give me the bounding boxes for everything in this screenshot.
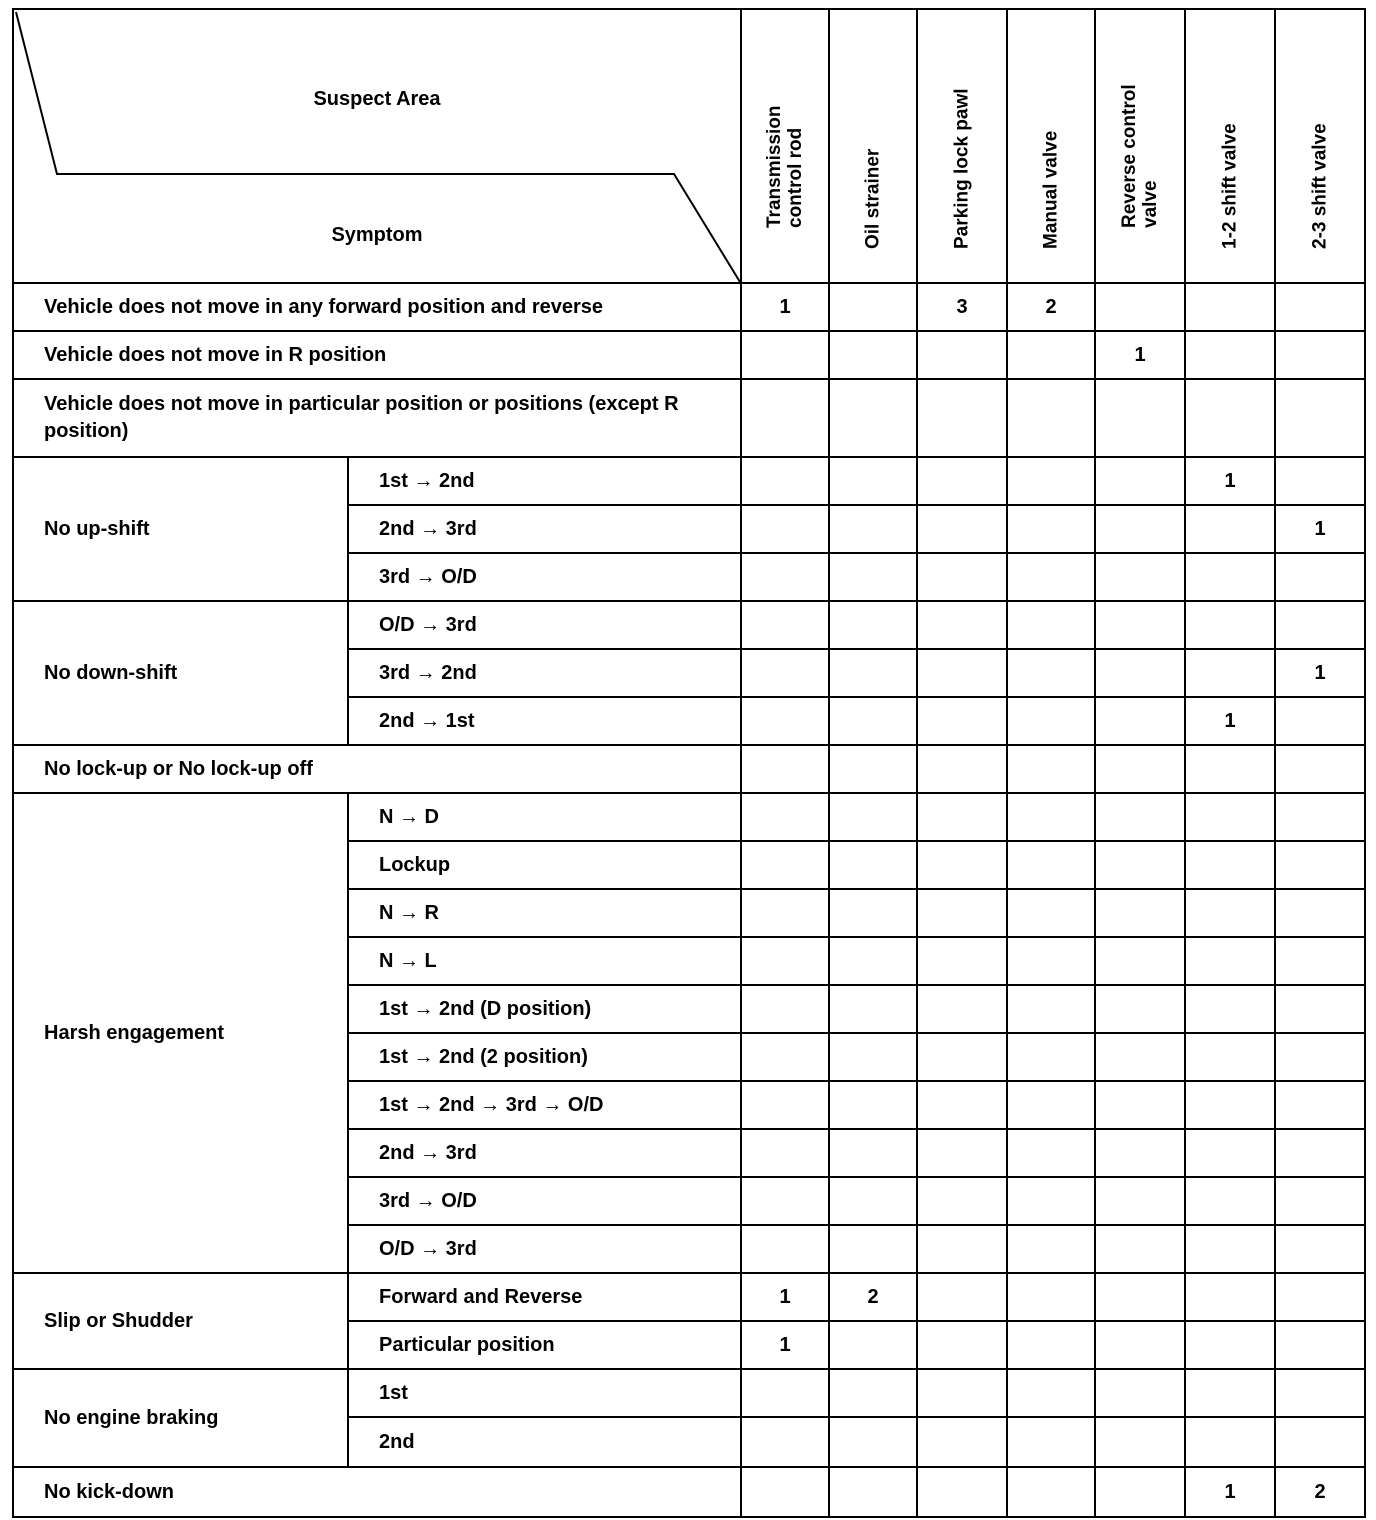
priority-cell [917, 793, 1007, 841]
column-header [1185, 9, 1275, 283]
priority-cell [741, 937, 829, 985]
priority-cell [1007, 889, 1095, 937]
column-header [741, 9, 829, 283]
sub-symptom-cell: 1st → 2nd (D position) [348, 985, 741, 1033]
priority-cell [917, 697, 1007, 745]
table-row [13, 331, 1365, 379]
column-header-label: Reverse control valve [1119, 84, 1161, 228]
priority-cell [829, 379, 917, 457]
priority-cell [1007, 1417, 1095, 1467]
priority-cell [829, 1225, 917, 1273]
sub-symptom-cell: Particular position [348, 1321, 741, 1369]
priority-cell [741, 1129, 829, 1177]
priority-cell [917, 841, 1007, 889]
priority-cell [1275, 1129, 1365, 1177]
priority-cell [1095, 1081, 1185, 1129]
priority-cell [917, 1273, 1007, 1321]
priority-cell [1007, 793, 1095, 841]
priority-cell [1275, 1177, 1365, 1225]
priority-cell [1095, 1225, 1185, 1273]
priority-cell [829, 283, 917, 331]
priority-cell: 1 [741, 1321, 829, 1369]
priority-cell [1185, 1225, 1275, 1273]
priority-cell [1275, 1225, 1365, 1273]
priority-cell [1095, 601, 1185, 649]
priority-cell [917, 1417, 1007, 1467]
priority-cell [1185, 1417, 1275, 1467]
priority-cell [741, 1417, 829, 1467]
priority-cell [741, 745, 829, 793]
sub-symptom-cell: 2nd → 3rd [348, 505, 741, 553]
priority-cell [1095, 841, 1185, 889]
priority-cell [1185, 1321, 1275, 1369]
priority-cell [1095, 745, 1185, 793]
table-row [13, 1369, 1365, 1417]
priority-cell [741, 379, 829, 457]
priority-cell [1007, 745, 1095, 793]
priority-cell [1275, 283, 1365, 331]
priority-cell [1095, 1467, 1185, 1517]
sub-symptom-cell: 3rd → 2nd [348, 649, 741, 697]
priority-cell [741, 649, 829, 697]
priority-cell [917, 1467, 1007, 1517]
priority-cell [829, 745, 917, 793]
priority-cell: 2 [1007, 283, 1095, 331]
table-row [13, 745, 1365, 793]
priority-cell [917, 1129, 1007, 1177]
priority-cell [917, 457, 1007, 505]
priority-cell [741, 1369, 829, 1417]
priority-cell [1007, 505, 1095, 553]
table-row [13, 1467, 1365, 1517]
sub-symptom-cell: 1st → 2nd [348, 457, 741, 505]
priority-cell [1007, 331, 1095, 379]
priority-cell [1095, 697, 1185, 745]
sub-symptom-cell: O/D → 3rd [348, 601, 741, 649]
priority-cell: 1 [1185, 457, 1275, 505]
priority-cell [1275, 457, 1365, 505]
priority-cell [741, 697, 829, 745]
priority-cell [829, 601, 917, 649]
priority-cell [1095, 1129, 1185, 1177]
symptom-cell: Harsh engagement [13, 793, 348, 1273]
priority-cell [1275, 697, 1365, 745]
column-header [917, 9, 1007, 283]
sub-symptom-cell: 3rd → O/D [348, 553, 741, 601]
priority-cell [1095, 1417, 1185, 1467]
sub-symptom-cell: Forward and Reverse [348, 1273, 741, 1321]
priority-cell [829, 331, 917, 379]
column-header [1007, 9, 1095, 283]
priority-cell [917, 331, 1007, 379]
priority-cell [741, 331, 829, 379]
priority-cell [741, 985, 829, 1033]
priority-cell [917, 985, 1007, 1033]
priority-cell [917, 1033, 1007, 1081]
priority-cell [741, 1467, 829, 1517]
priority-cell [829, 505, 917, 553]
symptom-cell: Vehicle does not move in particular position or positions (except R position) [13, 379, 741, 457]
priority-cell [1007, 649, 1095, 697]
priority-cell [1185, 379, 1275, 457]
priority-cell [917, 1321, 1007, 1369]
priority-cell [1007, 1273, 1095, 1321]
priority-cell: 1 [1185, 1467, 1275, 1517]
priority-cell [917, 649, 1007, 697]
priority-cell [1095, 1033, 1185, 1081]
priority-cell [1007, 1129, 1095, 1177]
priority-cell [917, 889, 1007, 937]
priority-cell [829, 1081, 917, 1129]
priority-cell [1095, 985, 1185, 1033]
priority-cell [1275, 1417, 1365, 1467]
priority-cell [829, 985, 917, 1033]
symptom-cell: Slip or Shudder [13, 1273, 348, 1369]
column-header [1095, 9, 1185, 283]
priority-cell [741, 553, 829, 601]
priority-cell [741, 1225, 829, 1273]
priority-cell [1185, 649, 1275, 697]
priority-cell: 2 [1275, 1467, 1365, 1517]
priority-cell [1095, 649, 1185, 697]
priority-cell [829, 1321, 917, 1369]
priority-cell [741, 1177, 829, 1225]
symptom-cell: Vehicle does not move in R position [13, 331, 741, 379]
symptom-cell: No lock-up or No lock-up off [13, 745, 741, 793]
priority-cell [1095, 1273, 1185, 1321]
priority-cell [829, 457, 917, 505]
symptom-cell: Vehicle does not move in any forward position and reverse [13, 283, 741, 331]
priority-cell [1275, 553, 1365, 601]
priority-cell [1275, 985, 1365, 1033]
troubleshooting-matrix [12, 8, 1366, 1518]
table-row [13, 379, 1365, 457]
sub-symptom-cell: O/D → 3rd [348, 1225, 741, 1273]
priority-cell [1007, 985, 1095, 1033]
priority-cell [1095, 553, 1185, 601]
column-header-label: Parking lock pawl [951, 88, 973, 249]
priority-cell [1275, 601, 1365, 649]
suspect-area-label: Suspect Area [313, 88, 441, 110]
priority-cell [1095, 505, 1185, 553]
priority-cell [1007, 601, 1095, 649]
symptom-label: Symptom [331, 224, 423, 246]
table-row [13, 601, 1365, 649]
priority-cell [1185, 1369, 1275, 1417]
priority-cell [1185, 1081, 1275, 1129]
priority-cell [917, 1177, 1007, 1225]
symptom-cell: No engine braking [13, 1369, 348, 1467]
priority-cell [829, 1369, 917, 1417]
symptom-cell: No kick-down [13, 1467, 741, 1517]
priority-cell [1095, 379, 1185, 457]
priority-cell [917, 1225, 1007, 1273]
priority-cell [917, 505, 1007, 553]
header-corner [13, 9, 741, 283]
sub-symptom-cell: 1st → 2nd (2 position) [348, 1033, 741, 1081]
priority-cell [917, 379, 1007, 457]
priority-cell [829, 1467, 917, 1517]
priority-cell: 1 [741, 1273, 829, 1321]
sub-symptom-cell: Lockup [348, 841, 741, 889]
priority-cell [1275, 1033, 1365, 1081]
priority-cell [829, 1177, 917, 1225]
priority-cell [741, 1081, 829, 1129]
priority-cell [1007, 1467, 1095, 1517]
priority-cell [829, 841, 917, 889]
priority-cell [917, 1369, 1007, 1417]
priority-cell [829, 889, 917, 937]
table-row [13, 457, 1365, 505]
priority-cell [829, 649, 917, 697]
priority-cell [1007, 1321, 1095, 1369]
table-row [13, 283, 1365, 331]
priority-cell [1275, 1321, 1365, 1369]
priority-cell [1007, 1033, 1095, 1081]
header-row [13, 9, 1365, 283]
priority-cell [741, 889, 829, 937]
priority-cell [917, 601, 1007, 649]
priority-cell [1185, 937, 1275, 985]
priority-cell [1185, 1273, 1275, 1321]
priority-cell [1007, 1225, 1095, 1273]
column-header-label: Oil strainer [862, 148, 884, 249]
column-header-label: Manual valve [1040, 130, 1062, 249]
priority-cell [1185, 505, 1275, 553]
priority-cell: 2 [829, 1273, 917, 1321]
priority-cell: 1 [741, 283, 829, 331]
priority-cell [1007, 937, 1095, 985]
priority-cell [1185, 985, 1275, 1033]
priority-cell [1185, 331, 1275, 379]
priority-cell [1007, 1081, 1095, 1129]
priority-cell [917, 1081, 1007, 1129]
priority-cell [1007, 1369, 1095, 1417]
priority-cell [829, 553, 917, 601]
priority-cell [1185, 1177, 1275, 1225]
priority-cell [917, 745, 1007, 793]
column-header-label: 2-3 shift valve [1309, 123, 1331, 249]
priority-cell [1007, 457, 1095, 505]
priority-cell [1185, 889, 1275, 937]
priority-cell [1095, 1321, 1185, 1369]
priority-cell [1095, 1177, 1185, 1225]
priority-cell: 1 [1275, 649, 1365, 697]
priority-cell [829, 1033, 917, 1081]
priority-cell [1095, 793, 1185, 841]
priority-cell [1007, 1177, 1095, 1225]
priority-cell [741, 1033, 829, 1081]
priority-cell [917, 937, 1007, 985]
column-header-label: 1-2 shift valve [1219, 123, 1241, 249]
priority-cell [829, 1129, 917, 1177]
priority-cell [1275, 793, 1365, 841]
priority-cell [1185, 1033, 1275, 1081]
priority-cell [1185, 745, 1275, 793]
symptom-cell: No down-shift [13, 601, 348, 745]
sub-symptom-cell: N → R [348, 889, 741, 937]
sub-symptom-cell: 1st [348, 1369, 741, 1417]
priority-cell [741, 601, 829, 649]
priority-cell [1275, 937, 1365, 985]
priority-cell [917, 553, 1007, 601]
priority-cell [1275, 1273, 1365, 1321]
priority-cell: 1 [1275, 505, 1365, 553]
priority-cell [1185, 283, 1275, 331]
priority-cell [1185, 553, 1275, 601]
sub-symptom-cell: N → L [348, 937, 741, 985]
priority-cell [829, 697, 917, 745]
sub-symptom-cell: 2nd → 1st [348, 697, 741, 745]
priority-cell [1095, 889, 1185, 937]
priority-cell: 1 [1185, 697, 1275, 745]
priority-cell [1275, 1081, 1365, 1129]
priority-cell [829, 937, 917, 985]
priority-cell: 3 [917, 283, 1007, 331]
column-header [829, 9, 917, 283]
priority-cell [1275, 889, 1365, 937]
priority-cell [1185, 793, 1275, 841]
priority-cell [1185, 1129, 1275, 1177]
priority-cell [1185, 601, 1275, 649]
priority-cell [1185, 841, 1275, 889]
priority-cell [1095, 283, 1185, 331]
priority-cell [741, 505, 829, 553]
priority-cell [1275, 331, 1365, 379]
symptom-cell: No up-shift [13, 457, 348, 601]
priority-cell [1007, 697, 1095, 745]
priority-cell [1095, 1369, 1185, 1417]
priority-cell [1275, 745, 1365, 793]
table-row [13, 1273, 1365, 1321]
sub-symptom-cell: 1st → 2nd → 3rd → O/D [348, 1081, 741, 1129]
priority-cell [741, 841, 829, 889]
priority-cell: 1 [1095, 331, 1185, 379]
priority-cell [829, 1417, 917, 1467]
priority-cell [741, 457, 829, 505]
sub-symptom-cell: 2nd → 3rd [348, 1129, 741, 1177]
priority-cell [1095, 457, 1185, 505]
sub-symptom-cell: 3rd → O/D [348, 1177, 741, 1225]
sub-symptom-cell: N → D [348, 793, 741, 841]
column-header [1275, 9, 1365, 283]
priority-cell [1007, 379, 1095, 457]
column-header-label: Transmission control rod [764, 105, 806, 228]
priority-cell [1275, 1369, 1365, 1417]
priority-cell [1007, 553, 1095, 601]
sub-symptom-cell: 2nd [348, 1417, 741, 1467]
priority-cell [741, 793, 829, 841]
table-row [13, 793, 1365, 841]
priority-cell [1275, 379, 1365, 457]
priority-cell [1095, 937, 1185, 985]
priority-cell [1275, 841, 1365, 889]
priority-cell [829, 793, 917, 841]
priority-cell [1007, 841, 1095, 889]
